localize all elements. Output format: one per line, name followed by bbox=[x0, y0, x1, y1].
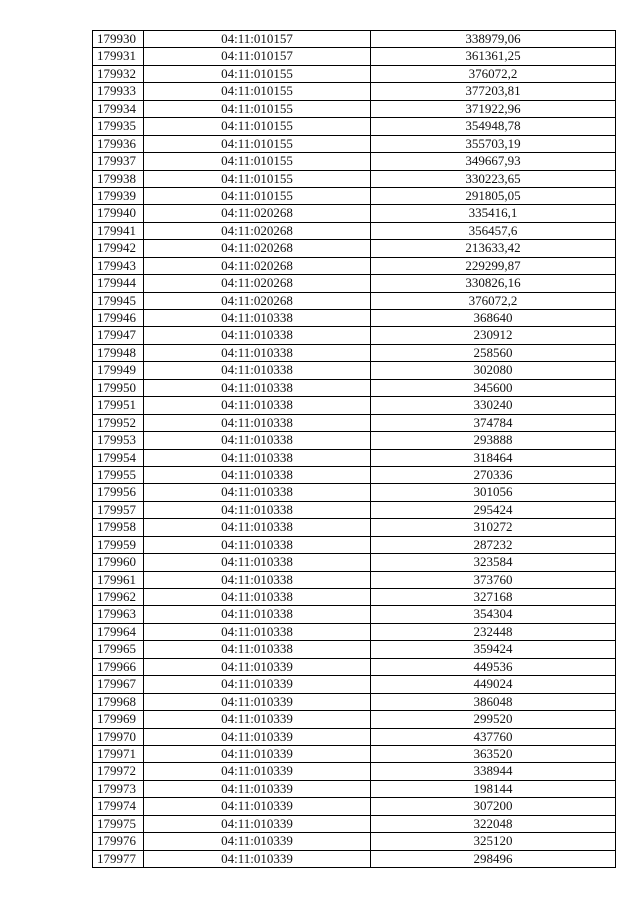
row-id-cell: 179946 bbox=[93, 310, 144, 327]
row-id-cell: 179955 bbox=[93, 467, 144, 484]
cadastral-code-cell: 04:11:010155 bbox=[144, 136, 371, 153]
row-id-cell: 179937 bbox=[93, 153, 144, 170]
table-row bbox=[93, 833, 616, 850]
value-cell: 330826,16 bbox=[371, 275, 616, 292]
row-id-cell: 179934 bbox=[93, 101, 144, 118]
row-id-cell: 179977 bbox=[93, 851, 144, 868]
table-row bbox=[93, 729, 616, 746]
cadastral-code-cell: 04:11:010338 bbox=[144, 519, 371, 536]
table-row bbox=[93, 397, 616, 414]
value-cell: 338979,06 bbox=[371, 31, 616, 48]
cadastral-code-cell: 04:11:010338 bbox=[144, 554, 371, 571]
cadastral-code-cell: 04:11:010155 bbox=[144, 188, 371, 205]
row-id-cell: 179931 bbox=[93, 48, 144, 65]
table-row bbox=[93, 118, 616, 135]
row-id-cell: 179959 bbox=[93, 537, 144, 554]
cadastral-code-cell: 04:11:020268 bbox=[144, 275, 371, 292]
value-cell: 301056 bbox=[371, 484, 616, 501]
cadastral-code-cell: 04:11:010338 bbox=[144, 397, 371, 414]
value-cell: 377203,81 bbox=[371, 83, 616, 100]
table-row bbox=[93, 467, 616, 484]
cadastral-code-cell: 04:11:010339 bbox=[144, 676, 371, 693]
table-row bbox=[93, 659, 616, 676]
value-cell: 449536 bbox=[371, 659, 616, 676]
row-id-cell: 179932 bbox=[93, 66, 144, 83]
row-id-cell: 179933 bbox=[93, 83, 144, 100]
table-row bbox=[93, 171, 616, 188]
cadastral-code-cell: 04:11:010338 bbox=[144, 310, 371, 327]
cadastral-code-cell: 04:11:010339 bbox=[144, 798, 371, 815]
value-cell: 371922,96 bbox=[371, 101, 616, 118]
value-cell: 325120 bbox=[371, 833, 616, 850]
cadastral-code-cell: 04:11:010339 bbox=[144, 763, 371, 780]
value-cell: 437760 bbox=[371, 729, 616, 746]
value-cell: 330223,65 bbox=[371, 171, 616, 188]
value-cell: 327168 bbox=[371, 589, 616, 606]
row-id-cell: 179953 bbox=[93, 432, 144, 449]
row-id-cell: 179944 bbox=[93, 275, 144, 292]
cadastral-code-cell: 04:11:010339 bbox=[144, 851, 371, 868]
row-id-cell: 179965 bbox=[93, 641, 144, 658]
value-cell: 354304 bbox=[371, 606, 616, 623]
row-id-cell: 179936 bbox=[93, 136, 144, 153]
cadastral-code-cell: 04:11:010338 bbox=[144, 345, 371, 362]
cadastral-code-cell: 04:11:020268 bbox=[144, 258, 371, 275]
row-id-cell: 179948 bbox=[93, 345, 144, 362]
cadastral-code-cell: 04:11:010155 bbox=[144, 101, 371, 118]
table-row bbox=[93, 711, 616, 728]
cadastral-code-cell: 04:11:010338 bbox=[144, 380, 371, 397]
value-cell: 363520 bbox=[371, 746, 616, 763]
table-row bbox=[93, 258, 616, 275]
table-row bbox=[93, 380, 616, 397]
cadastral-code-cell: 04:11:020268 bbox=[144, 240, 371, 257]
value-cell: 322048 bbox=[371, 816, 616, 833]
value-cell: 374784 bbox=[371, 415, 616, 432]
table-row bbox=[93, 502, 616, 519]
row-id-cell: 179974 bbox=[93, 798, 144, 815]
cadastral-code-cell: 04:11:010338 bbox=[144, 450, 371, 467]
value-cell: 376072,2 bbox=[371, 66, 616, 83]
table-row bbox=[93, 484, 616, 501]
table-row bbox=[93, 798, 616, 815]
value-cell: 356457,6 bbox=[371, 223, 616, 240]
value-cell: 258560 bbox=[371, 345, 616, 362]
cadastral-code-cell: 04:11:010339 bbox=[144, 711, 371, 728]
row-id-cell: 179958 bbox=[93, 519, 144, 536]
value-cell: 270336 bbox=[371, 467, 616, 484]
table-row bbox=[93, 136, 616, 153]
table-row bbox=[93, 606, 616, 623]
table-row bbox=[93, 153, 616, 170]
table-row bbox=[93, 641, 616, 658]
value-cell: 323584 bbox=[371, 554, 616, 571]
row-id-cell: 179954 bbox=[93, 450, 144, 467]
row-id-cell: 179930 bbox=[93, 31, 144, 48]
table-row bbox=[93, 66, 616, 83]
value-cell: 213633,42 bbox=[371, 240, 616, 257]
cadastral-code-cell: 04:11:010339 bbox=[144, 781, 371, 798]
table-row bbox=[93, 31, 616, 48]
row-id-cell: 179964 bbox=[93, 624, 144, 641]
value-cell: 295424 bbox=[371, 502, 616, 519]
row-id-cell: 179969 bbox=[93, 711, 144, 728]
cadastral-code-cell: 04:11:010157 bbox=[144, 31, 371, 48]
value-cell: 368640 bbox=[371, 310, 616, 327]
value-cell: 345600 bbox=[371, 380, 616, 397]
table-row bbox=[93, 415, 616, 432]
row-id-cell: 179942 bbox=[93, 240, 144, 257]
value-cell: 335416,1 bbox=[371, 205, 616, 222]
cadastral-code-cell: 04:11:010155 bbox=[144, 83, 371, 100]
table-row bbox=[93, 694, 616, 711]
value-cell: 232448 bbox=[371, 624, 616, 641]
table-row bbox=[93, 362, 616, 379]
cadastral-code-cell: 04:11:010338 bbox=[144, 572, 371, 589]
cadastral-code-cell: 04:11:010157 bbox=[144, 48, 371, 65]
table-row bbox=[93, 450, 616, 467]
value-cell: 349667,93 bbox=[371, 153, 616, 170]
row-id-cell: 179952 bbox=[93, 415, 144, 432]
cadastral-code-cell: 04:11:010338 bbox=[144, 415, 371, 432]
row-id-cell: 179963 bbox=[93, 606, 144, 623]
value-cell: 299520 bbox=[371, 711, 616, 728]
cadastral-code-cell: 04:11:010339 bbox=[144, 729, 371, 746]
table-row bbox=[93, 816, 616, 833]
value-cell: 354948,78 bbox=[371, 118, 616, 135]
table-row bbox=[93, 537, 616, 554]
cadastral-code-cell: 04:11:020268 bbox=[144, 293, 371, 310]
value-cell: 355703,19 bbox=[371, 136, 616, 153]
table-row bbox=[93, 589, 616, 606]
row-id-cell: 179976 bbox=[93, 833, 144, 850]
cadastral-code-cell: 04:11:020268 bbox=[144, 205, 371, 222]
row-id-cell: 179956 bbox=[93, 484, 144, 501]
row-id-cell: 179972 bbox=[93, 763, 144, 780]
cadastral-code-cell: 04:11:010339 bbox=[144, 833, 371, 850]
value-cell: 373760 bbox=[371, 572, 616, 589]
value-cell: 198144 bbox=[371, 781, 616, 798]
row-id-cell: 179945 bbox=[93, 293, 144, 310]
value-cell: 376072,2 bbox=[371, 293, 616, 310]
row-id-cell: 179943 bbox=[93, 258, 144, 275]
value-cell: 330240 bbox=[371, 397, 616, 414]
cadastral-code-cell: 04:11:010338 bbox=[144, 624, 371, 641]
table-row bbox=[93, 101, 616, 118]
cadastral-code-cell: 04:11:010339 bbox=[144, 746, 371, 763]
row-id-cell: 179966 bbox=[93, 659, 144, 676]
table-row bbox=[93, 275, 616, 292]
cadastral-code-cell: 04:11:010155 bbox=[144, 66, 371, 83]
cadastral-code-cell: 04:11:010338 bbox=[144, 589, 371, 606]
value-cell: 338944 bbox=[371, 763, 616, 780]
row-id-cell: 179939 bbox=[93, 188, 144, 205]
row-id-cell: 179973 bbox=[93, 781, 144, 798]
cadastral-code-cell: 04:11:010339 bbox=[144, 694, 371, 711]
row-id-cell: 179940 bbox=[93, 205, 144, 222]
row-id-cell: 179935 bbox=[93, 118, 144, 135]
value-cell: 449024 bbox=[371, 676, 616, 693]
cadastral-code-cell: 04:11:010338 bbox=[144, 606, 371, 623]
cadastral-code-cell: 04:11:010338 bbox=[144, 362, 371, 379]
table-row bbox=[93, 676, 616, 693]
value-cell: 359424 bbox=[371, 641, 616, 658]
row-id-cell: 179951 bbox=[93, 397, 144, 414]
cadastral-code-cell: 04:11:010338 bbox=[144, 467, 371, 484]
row-id-cell: 179957 bbox=[93, 502, 144, 519]
row-id-cell: 179949 bbox=[93, 362, 144, 379]
cadastral-code-cell: 04:11:010339 bbox=[144, 659, 371, 676]
value-cell: 229299,87 bbox=[371, 258, 616, 275]
row-id-cell: 179938 bbox=[93, 171, 144, 188]
table-row bbox=[93, 572, 616, 589]
value-cell: 386048 bbox=[371, 694, 616, 711]
row-id-cell: 179971 bbox=[93, 746, 144, 763]
table-row bbox=[93, 519, 616, 536]
row-id-cell: 179967 bbox=[93, 676, 144, 693]
row-id-cell: 179970 bbox=[93, 729, 144, 746]
value-cell: 318464 bbox=[371, 450, 616, 467]
table-row bbox=[93, 83, 616, 100]
value-cell: 310272 bbox=[371, 519, 616, 536]
cadastral-code-cell: 04:11:010155 bbox=[144, 118, 371, 135]
table-row bbox=[93, 851, 616, 868]
value-cell: 291805,05 bbox=[371, 188, 616, 205]
value-cell: 293888 bbox=[371, 432, 616, 449]
row-id-cell: 179960 bbox=[93, 554, 144, 571]
table-row bbox=[93, 432, 616, 449]
cadastral-code-cell: 04:11:010155 bbox=[144, 153, 371, 170]
table-row bbox=[93, 327, 616, 344]
table-row bbox=[93, 763, 616, 780]
table-row bbox=[93, 48, 616, 65]
row-id-cell: 179962 bbox=[93, 589, 144, 606]
table-row bbox=[93, 746, 616, 763]
cadastral-code-cell: 04:11:020268 bbox=[144, 223, 371, 240]
table-row bbox=[93, 188, 616, 205]
cadastral-code-cell: 04:11:010338 bbox=[144, 484, 371, 501]
cadastral-code-cell: 04:11:010338 bbox=[144, 327, 371, 344]
cadastral-code-cell: 04:11:010338 bbox=[144, 641, 371, 658]
table-row bbox=[93, 554, 616, 571]
value-cell: 302080 bbox=[371, 362, 616, 379]
data-table bbox=[92, 30, 616, 868]
table-row bbox=[93, 240, 616, 257]
table-row bbox=[93, 310, 616, 327]
value-cell: 230912 bbox=[371, 327, 616, 344]
table-row bbox=[93, 624, 616, 641]
table-row bbox=[93, 205, 616, 222]
row-id-cell: 179947 bbox=[93, 327, 144, 344]
value-cell: 298496 bbox=[371, 851, 616, 868]
table-row bbox=[93, 781, 616, 798]
cadastral-code-cell: 04:11:010338 bbox=[144, 502, 371, 519]
value-cell: 287232 bbox=[371, 537, 616, 554]
row-id-cell: 179968 bbox=[93, 694, 144, 711]
cadastral-code-cell: 04:11:010155 bbox=[144, 171, 371, 188]
cadastral-code-cell: 04:11:010338 bbox=[144, 432, 371, 449]
cadastral-code-cell: 04:11:010338 bbox=[144, 537, 371, 554]
table-row bbox=[93, 293, 616, 310]
cadastral-code-cell: 04:11:010339 bbox=[144, 816, 371, 833]
value-cell: 361361,25 bbox=[371, 48, 616, 65]
table-row bbox=[93, 223, 616, 240]
table-row bbox=[93, 345, 616, 362]
row-id-cell: 179961 bbox=[93, 572, 144, 589]
row-id-cell: 179941 bbox=[93, 223, 144, 240]
row-id-cell: 179975 bbox=[93, 816, 144, 833]
value-cell: 307200 bbox=[371, 798, 616, 815]
row-id-cell: 179950 bbox=[93, 380, 144, 397]
